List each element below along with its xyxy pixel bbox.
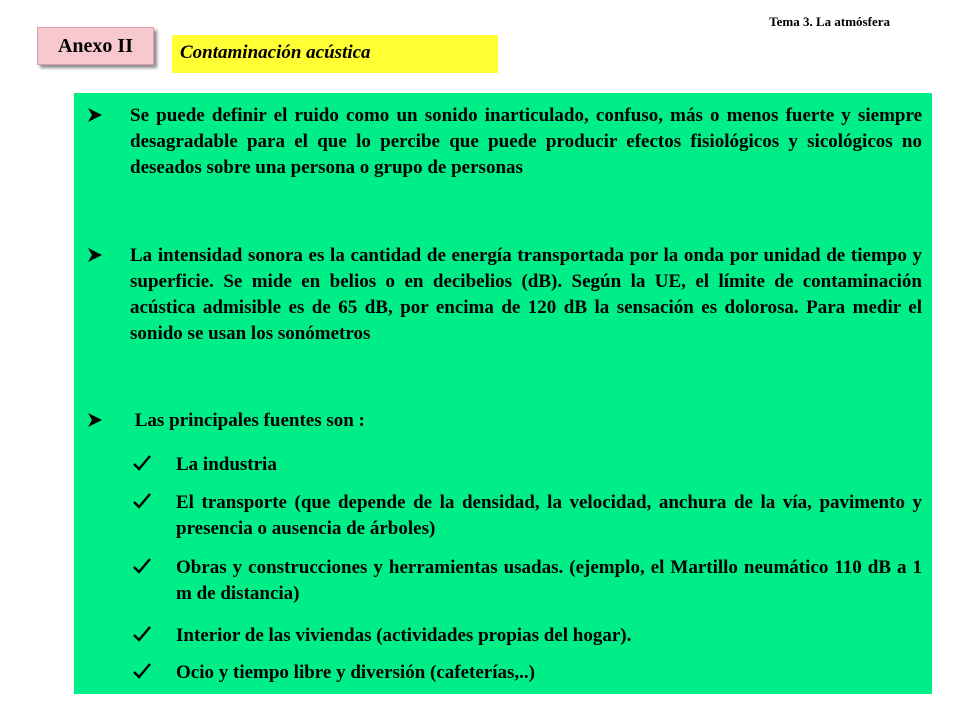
source-item-households <box>176 623 922 649</box>
source-text: La industria <box>176 454 277 475</box>
checkmark-bullet-icon <box>132 452 154 482</box>
bullet-text: Se puede definir el ruido como un sonido inarticulado, confuso, más o menos fuerte y siempre desagradable para el que lo percibe que puede producir efectos fisiológicos y sicológicos no deseados sobre una persona o grupo de personas <box>130 105 922 178</box>
source-item-transport <box>176 490 922 542</box>
bullet-text: Las principales fuentes son : <box>130 410 365 431</box>
annex-badge: Anexo II <box>37 27 154 65</box>
slide-title: Contaminación acústica <box>172 35 498 73</box>
checkmark-bullet-icon <box>132 555 154 585</box>
source-text: Interior de las viviendas (actividades propias del hogar). <box>176 625 632 646</box>
source-item-industry <box>176 452 922 478</box>
bullet-point-sound-intensity <box>130 243 922 347</box>
source-text: Obras y construcciones y herramientas usadas. (ejemplo, el Martillo neumático 110 dB a 1 m de distancia) <box>176 557 922 604</box>
source-text: El transporte (que depende de la densidad, la velocidad, anchura de la vía, pavimento y presencia o ausencia de árboles) <box>176 492 922 539</box>
arrowhead-bullet-icon <box>87 408 107 438</box>
source-text: Ocio y tiempo libre y diversión (cafeterías,..) <box>176 662 535 683</box>
bullet-point-main-sources <box>130 408 922 434</box>
checkmark-bullet-icon <box>132 490 154 520</box>
checkmark-bullet-icon <box>132 660 154 690</box>
arrowhead-bullet-icon <box>87 103 107 133</box>
arrowhead-bullet-icon <box>87 243 107 273</box>
bullet-text: La intensidad sonora es la cantidad de energía transportada por la onda por unidad de tiempo y superficie. Se mide en belios o en decibelios (dB). Según la UE, el límite de contaminación acústica admisible es de 65 dB, por encima de 120 dB la sensación es dolorosa. Para medir el sonido se usan los sonómetros <box>130 245 922 344</box>
source-item-leisure <box>176 660 922 686</box>
slide-topic-header: Tema 3. La atmósfera <box>769 14 890 29</box>
source-item-construction <box>176 555 922 607</box>
checkmark-bullet-icon <box>132 623 154 653</box>
bullet-point-noise-definition <box>130 103 922 181</box>
